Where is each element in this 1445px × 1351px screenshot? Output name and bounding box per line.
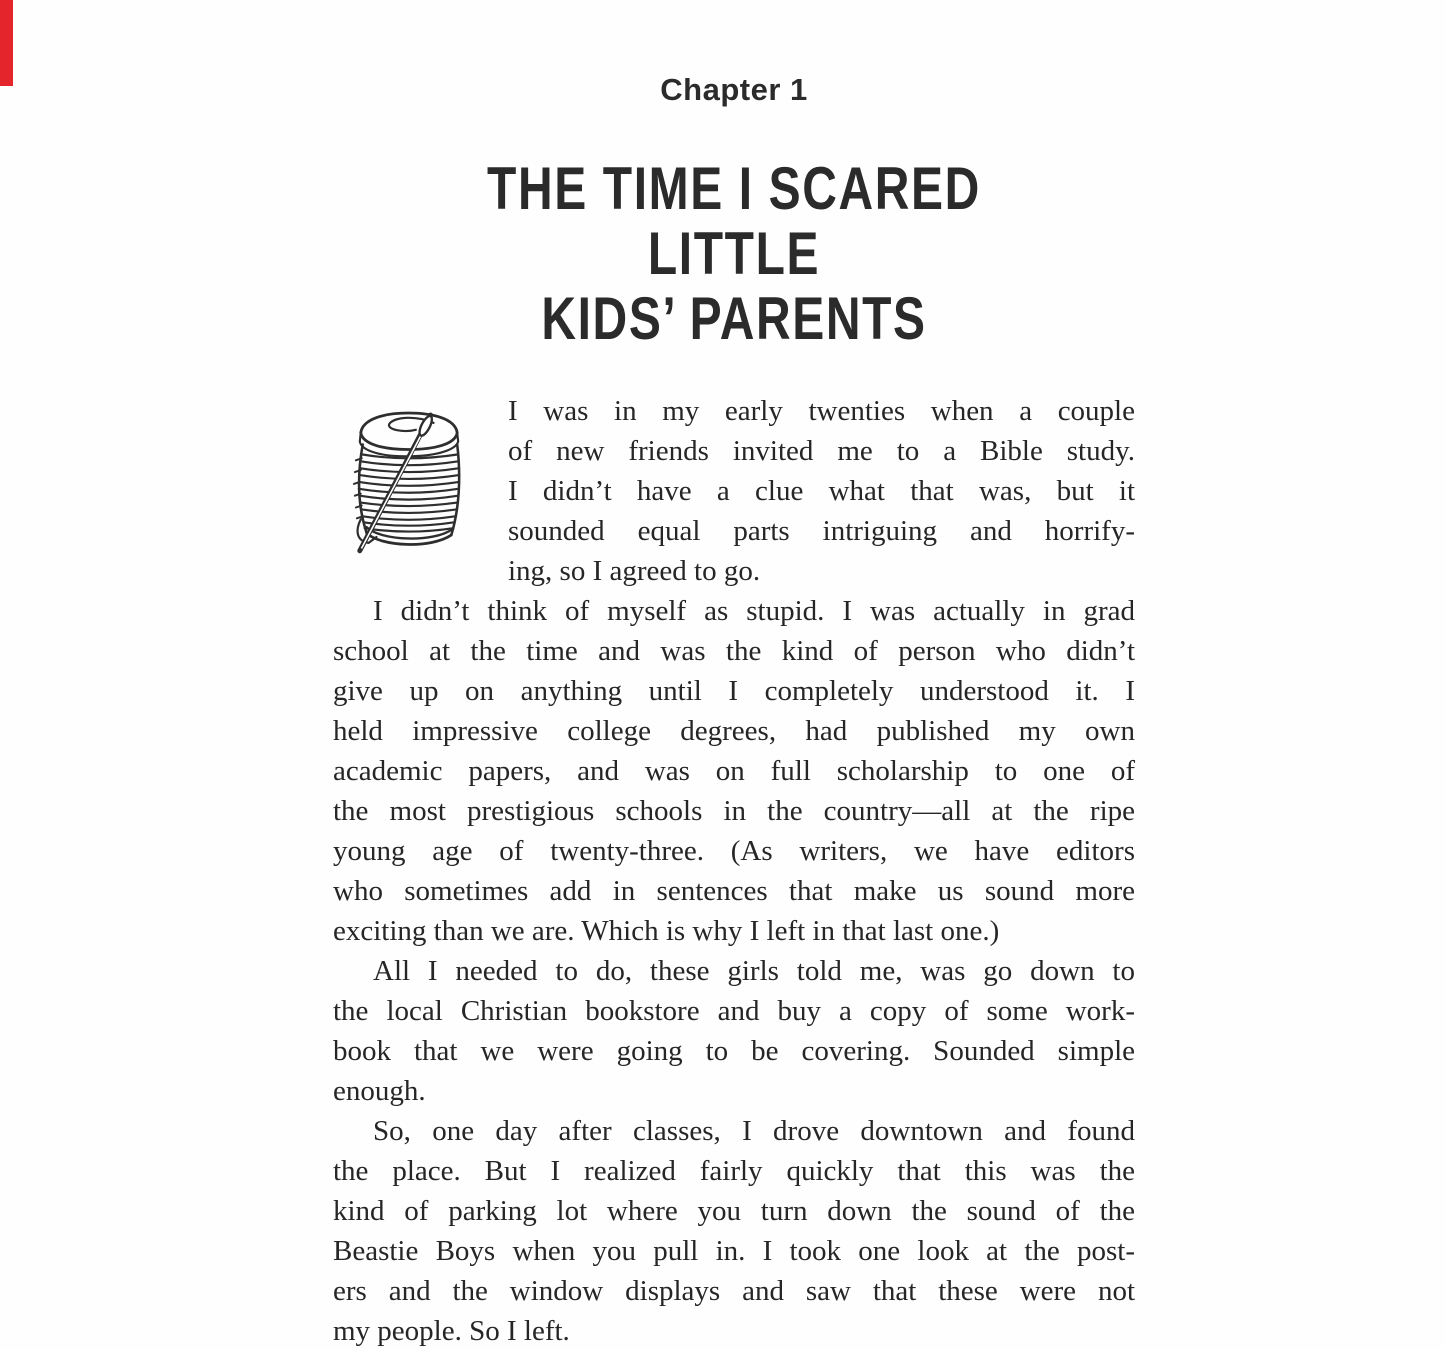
text-line: exciting than we are. Which is why I left in that last one.) bbox=[333, 915, 1000, 947]
text-line: school at the time and was the kind of person who didn’t bbox=[333, 635, 1135, 667]
text-line: the most prestigious schools in the country—all at the ripe bbox=[333, 795, 1135, 827]
chapter-label: Chapter 1 bbox=[660, 72, 808, 107]
chapter-title bbox=[413, 156, 1055, 351]
text-column bbox=[333, 0, 1135, 1349]
text-line: the local Christian bookstore and buy a copy of some work- bbox=[333, 995, 1135, 1027]
text-line: young age of twenty-three. (As writers, we have editors bbox=[333, 835, 1135, 867]
text-line: ing, so I agreed to go. bbox=[508, 555, 761, 587]
text-line: book that we were going to be covering. Sounded simple bbox=[333, 1035, 1135, 1067]
text-line: I didn’t think of myself as stupid. I was actually in grad bbox=[373, 595, 1135, 627]
text-line: ers and the window displays and saw that these were not bbox=[333, 1275, 1135, 1307]
paragraph bbox=[333, 591, 1135, 951]
text-line: kind of parking lot where you turn down the sound of the bbox=[333, 1195, 1135, 1227]
text-line: Beastie Boys when you pull in. I took one look at the post- bbox=[333, 1235, 1135, 1267]
text-line: academic papers, and was on full scholarship to one of bbox=[333, 755, 1135, 787]
text-line: of new friends invited me to a Bible study. bbox=[508, 435, 1135, 467]
thread-spool-illustration bbox=[333, 391, 508, 591]
text-line: All I needed to do, these girls told me, was go down to bbox=[373, 955, 1135, 987]
text-line: the place. But I realized fairly quickly that this was the bbox=[333, 1155, 1135, 1187]
text-line: So, one day after classes, I drove downtown and found bbox=[373, 1115, 1135, 1147]
text-line: sounded equal parts intriguing and horrify- bbox=[508, 515, 1135, 547]
text-line: enough. bbox=[333, 1075, 426, 1107]
text-line: I didn’t have a clue what that was, but it bbox=[508, 475, 1135, 507]
chapter-title-line-2: KIDS’ PARENTS bbox=[541, 285, 927, 352]
text-line: I was in my early twenties when a couple bbox=[508, 395, 1135, 427]
text-line: who sometimes add in sentences that make us sound more bbox=[333, 875, 1135, 907]
opening-paragraph-block bbox=[333, 391, 1135, 591]
text-line: held impressive college degrees, had published my own bbox=[333, 715, 1135, 747]
opening-paragraph bbox=[508, 391, 1135, 591]
paragraph bbox=[333, 1111, 1135, 1351]
text-line: my people. So I left. bbox=[333, 1315, 570, 1347]
red-corner-marker bbox=[0, 0, 13, 86]
text-line: give up on anything until I completely understood it. I bbox=[333, 675, 1135, 707]
thread-spool-icon bbox=[347, 393, 469, 561]
chapter-title-line-1: THE TIME I SCARED LITTLE bbox=[487, 155, 981, 287]
paragraph bbox=[333, 951, 1135, 1111]
